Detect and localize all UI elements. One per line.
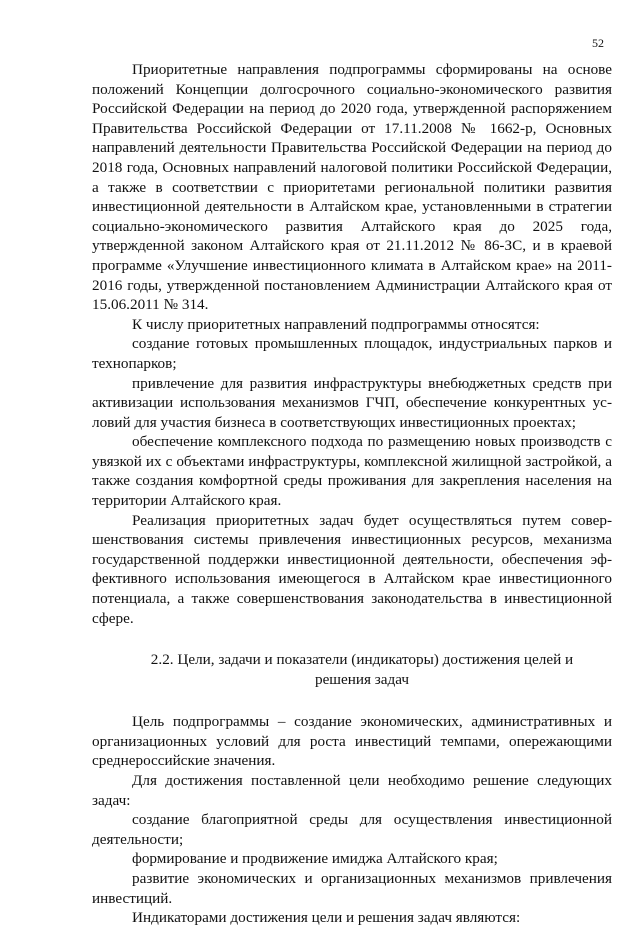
paragraph-tasks-intro: Для достижения поставленной цели необходимо решение следующих задач: — [92, 772, 612, 809]
paragraph-priorities-intro: К числу приоритетных направлений подпрограммы относятся: — [132, 315, 540, 333]
page-number: 52 — [592, 36, 604, 50]
section-heading: 2.2. Цели, задачи и показатели (индикаторы) достижения целей и решения задач — [150, 651, 574, 689]
document-body — [92, 60, 612, 928]
paragraph-goal: Цель подпрограммы – создание экономических, административных и организационных условий для роста инвестиций темпами, опережающими среднероссийские значения. — [92, 713, 612, 770]
list-item-favorable-environment: создание благоприятной среды для осуществления инвестиционной деятельности; — [92, 811, 612, 848]
paragraph-implementation: Реализация приоритетных задач будет осуществляться путем совершенствования системы привлечения инвестиционных ресурсов, механизма государственной поддержки инвестиционной деятельности, обеспечения эффективного использования имеющегося в Алтайском крае инвестиционного потенциала, а также совершенствования законодательства в инвестиционной сфере. — [92, 511, 612, 627]
paragraph-priorities-basis: Приоритетные направления подпрограммы сформированы на основе положений Концепции долгосрочного социально-экономического развития Российской Федерации на период до 2020 года, утвержденной распоряжением Правительства Российской Федерации от 17.11.2008 № 1662-р, Основных направлений деятельности Правительства Российской Федерации на период до 2018 года, Основных направлений налоговой политики Российской Федерации, а также в соответствии с приоритетами региональной политики развития инвестиционной деятельности в Алтайском крае, установленными в стратегии социально-экономического развития Алтайского края до 2025 года, утвержденной законом Алтайского края от 21.11.2012 № 86-ЗС, и в краевой программе «Улучшение инвестиционного климата в Алтайском крае» на 2011-2016 годы, утвержденной постановлением Администрации Алтайского края от 15.06.2011 № 314. — [92, 61, 612, 314]
list-item-industrial-parks: создание готовых промышленных площадок, индустриальных парков и технопарков; — [92, 335, 612, 372]
list-item-region-image: формирование и продвижение имиджа Алтайского края; — [132, 850, 498, 868]
list-item-infrastructure-funding: привлечение для развития инфраструктуры внебюджетных средств при активизации использования механизмов ГЧП, обеспечение конкурентных условий для участия бизнеса в соответствующих инвестиционных проектах; — [92, 374, 612, 431]
paragraph-indicators-intro: Индикаторами достижения цели и решения задач являются: — [132, 909, 521, 927]
list-item-mechanisms: развитие экономических и организационных механизмов привлечения инвестиций. — [92, 869, 612, 907]
list-item-complex-approach: обеспечение комплексного подхода по размещению новых производств с увязкой их с объектами инфраструктуры, комплексной жилищной застройкой, а также создания комфортной среды проживания для закрепления населения на территории Алтайского края. — [92, 433, 612, 510]
